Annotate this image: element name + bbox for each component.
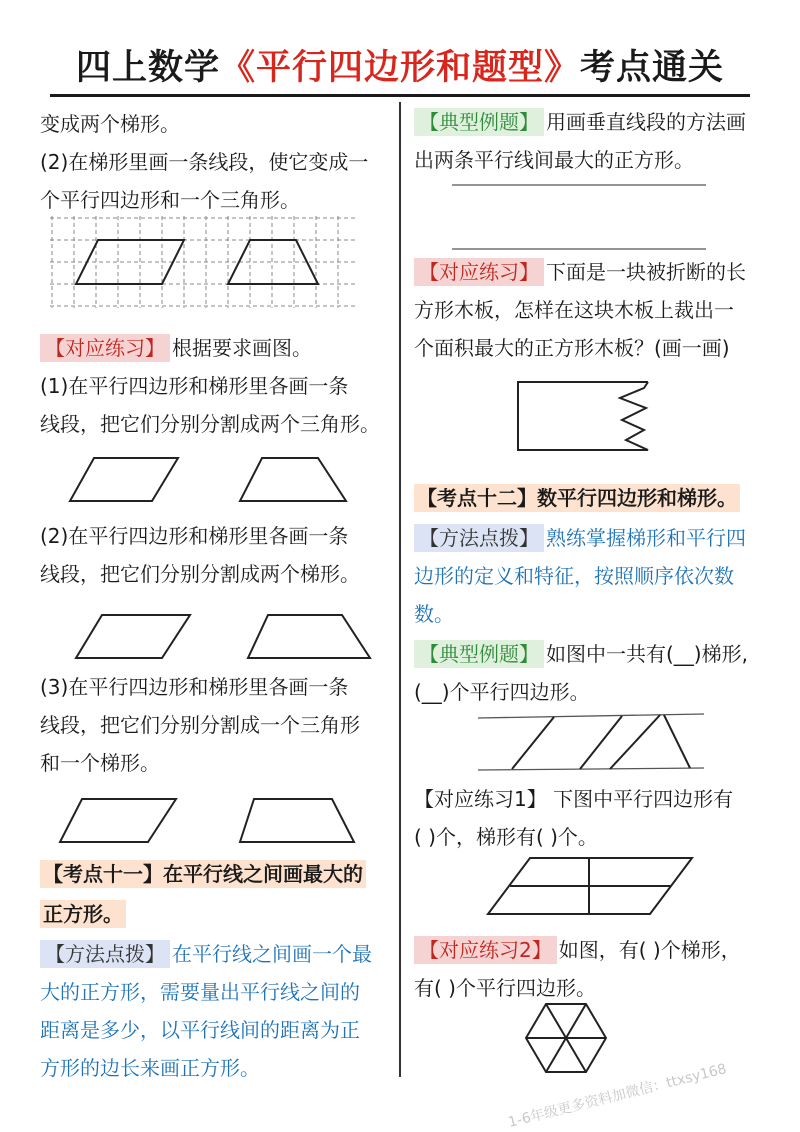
left-kp11 — [40, 855, 390, 1087]
trapezoid-q3 — [240, 799, 354, 842]
method-text: 在平行线之间画一个最 — [172, 942, 372, 966]
right-kp12 — [414, 479, 774, 711]
parallelogram-q1 — [70, 458, 178, 501]
text-line: 变成两个梯形。 — [40, 112, 180, 136]
title-highlight: 《平行四边形和题型》 — [219, 48, 580, 88]
column-divider — [399, 102, 401, 1077]
kp11-heading: 【考点十一】在平行线之间画最大的 — [40, 860, 366, 888]
text-line: (2)在平行四边形和梯形里各画一条 — [40, 524, 349, 548]
example-tag: 【典型例题】 — [414, 640, 544, 668]
practice-tag: 【对应练习】 — [40, 334, 170, 362]
hexagon-figure — [524, 1002, 608, 1074]
text-line: 线段，把它们分别分割成一个三角形 — [40, 713, 360, 737]
page-title — [0, 40, 800, 90]
kp11-heading-cont: 正方形。 — [40, 900, 126, 928]
shapes-q3 — [58, 797, 358, 845]
practice-text: 根据要求画图。 — [172, 336, 312, 360]
shapes-q1 — [66, 456, 356, 504]
text-line: (1)在平行四边形和梯形里各画一条 — [40, 374, 349, 398]
text-line: (__)个平行四边形。 — [414, 680, 590, 704]
broken-board-figure — [516, 378, 656, 454]
watermark: 1-6年级更多资料加微信：ttxsy168 — [506, 1061, 729, 1131]
text-line: 和一个梯形。 — [40, 751, 160, 775]
left-q2 — [40, 517, 390, 593]
trapezoid-q2 — [248, 615, 370, 658]
parallelogram-q2 — [76, 615, 190, 658]
practice-text: 如图，有( )个梯形， — [558, 938, 741, 962]
text-line: (3)在平行四边形和梯形里各画一条 — [40, 675, 349, 699]
trapezoid-q1 — [240, 458, 346, 501]
title-suffix: 考点通关 — [580, 48, 725, 88]
method-text: 熟练掌握梯形和平行四 — [546, 526, 746, 550]
title-underline — [50, 94, 750, 97]
method-text: 大的正方形，需要量出平行线之间的 — [40, 980, 360, 1004]
method-tag: 【方法点拨】 — [40, 940, 170, 968]
text-line: 【对应练习1】 下图中平行四边形有 — [414, 787, 734, 811]
text-line: 出两条平行线间最大的正方形。 — [414, 148, 694, 172]
parallelogram-grid-figure — [484, 856, 696, 916]
title-prefix: 四上数学 — [75, 48, 220, 88]
example-text: 如图中一共有(__)梯形, — [546, 642, 748, 666]
left-q3 — [40, 668, 390, 782]
grid-figure — [50, 216, 356, 308]
right-practice — [414, 253, 774, 367]
text-line: 个平行四边形和一个三角形。 — [40, 188, 300, 212]
method-tag: 【方法点拨】 — [414, 524, 544, 552]
right-practice2 — [414, 931, 774, 1007]
right-example — [414, 103, 774, 179]
text-line: 线段，把它们分别分割成两个梯形。 — [40, 562, 360, 586]
kp12-heading: 【考点十二】数平行四边形和梯形。 — [414, 484, 740, 512]
left-practice — [40, 329, 390, 443]
method-text: 距离是多少，以平行线间的距离为正 — [40, 1018, 360, 1042]
method-text: 边形的定义和特征，按照顺序依次数 — [414, 564, 734, 588]
text-line: ( )个，梯形有( )个。 — [414, 825, 598, 849]
practice-tag: 【对应练习2】 — [414, 936, 557, 964]
example-text: 用画垂直线段的方法画 — [546, 110, 746, 134]
text-line: 有( )个平行四边形。 — [414, 976, 596, 1000]
parallel-lines-figure — [452, 183, 708, 253]
trapezoid-count-figure — [478, 712, 708, 774]
parallelogram-q3 — [60, 799, 176, 842]
text-line: 方形木板，怎样在这块木板上裁出一 — [414, 298, 734, 322]
method-text: 方形的边长来画正方形。 — [40, 1056, 260, 1080]
shapes-q2 — [72, 613, 372, 661]
text-line: (2)在梯形里画一条线段，使它变成一 — [40, 150, 369, 174]
text-line: 线段，把它们分别分割成两个三角形。 — [40, 412, 380, 436]
example-tag: 【典型例题】 — [414, 108, 544, 136]
right-practice1 — [414, 780, 774, 856]
left-top-text — [40, 105, 390, 219]
practice-text: 下面是一块被折断的长 — [546, 260, 746, 284]
method-text: 数。 — [414, 602, 454, 626]
text-line: 个面积最大的正方形木板？(画一画) — [414, 336, 730, 360]
practice-tag: 【对应练习】 — [414, 258, 544, 286]
